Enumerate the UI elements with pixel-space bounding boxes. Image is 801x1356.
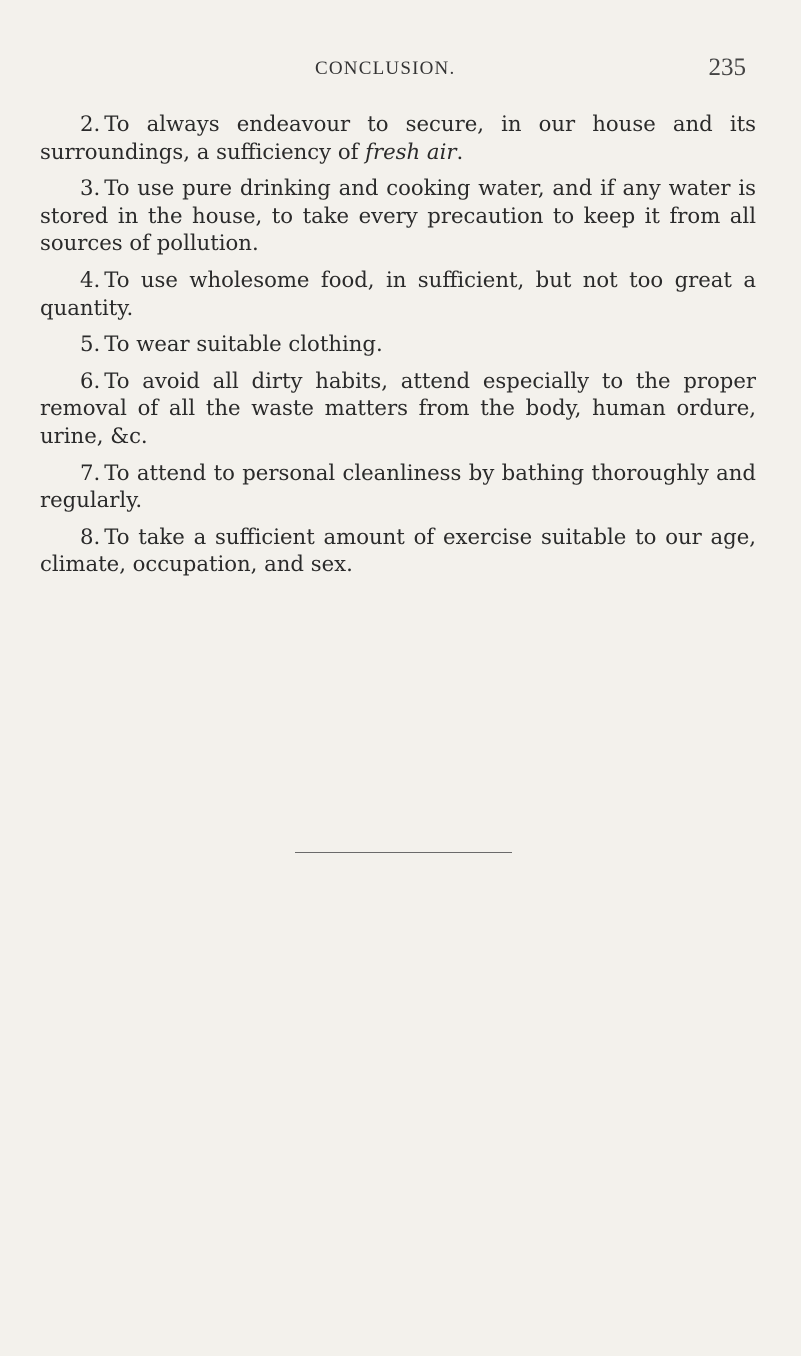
list-item: [40, 367, 756, 450]
running-head: [60, 54, 746, 88]
list-item: [40, 174, 756, 257]
item-emphasis: fresh air: [365, 138, 457, 164]
item-number: 7.: [80, 459, 101, 485]
list-item: [40, 266, 756, 321]
item-text: To use pure drinking and cooking water, and if any water is stored in the house, to take every precaution to keep it from all sources of pollution.: [40, 175, 756, 256]
item-number: 2.: [80, 111, 101, 136]
item-text: To attend to personal cleanliness by bathing thoroughly and regularly.: [40, 459, 756, 513]
rules-list: [40, 110, 756, 587]
item-number: 6.: [80, 367, 101, 393]
item-text: To always endeavour to secure, in our house and its surroundings, a sufficiency of: [40, 111, 756, 164]
item-number: 3.: [80, 175, 101, 201]
item-text: To avoid all dirty habits, attend especially to the proper removal of all the waste matters from the body, human ordure, urine, &c.: [40, 367, 756, 448]
item-text: To wear suitable clothing.: [104, 331, 383, 357]
list-item: [40, 330, 756, 358]
list-item: [40, 110, 756, 165]
list-item: [40, 523, 756, 578]
end-rule: [295, 852, 512, 853]
page-number: 235: [708, 54, 746, 81]
item-number: 5.: [80, 331, 101, 357]
item-number: 8.: [80, 523, 101, 549]
item-number: 4.: [80, 266, 101, 292]
item-tail: .: [456, 138, 464, 164]
list-item: [40, 459, 756, 514]
item-text: To use wholesome food, in sufficient, but not too great a quantity.: [40, 266, 756, 320]
running-title: CONCLUSION.: [315, 58, 456, 79]
item-text: To take a sufficient amount of exercise suitable to our age, climate, occupation, and sex.: [40, 523, 756, 577]
